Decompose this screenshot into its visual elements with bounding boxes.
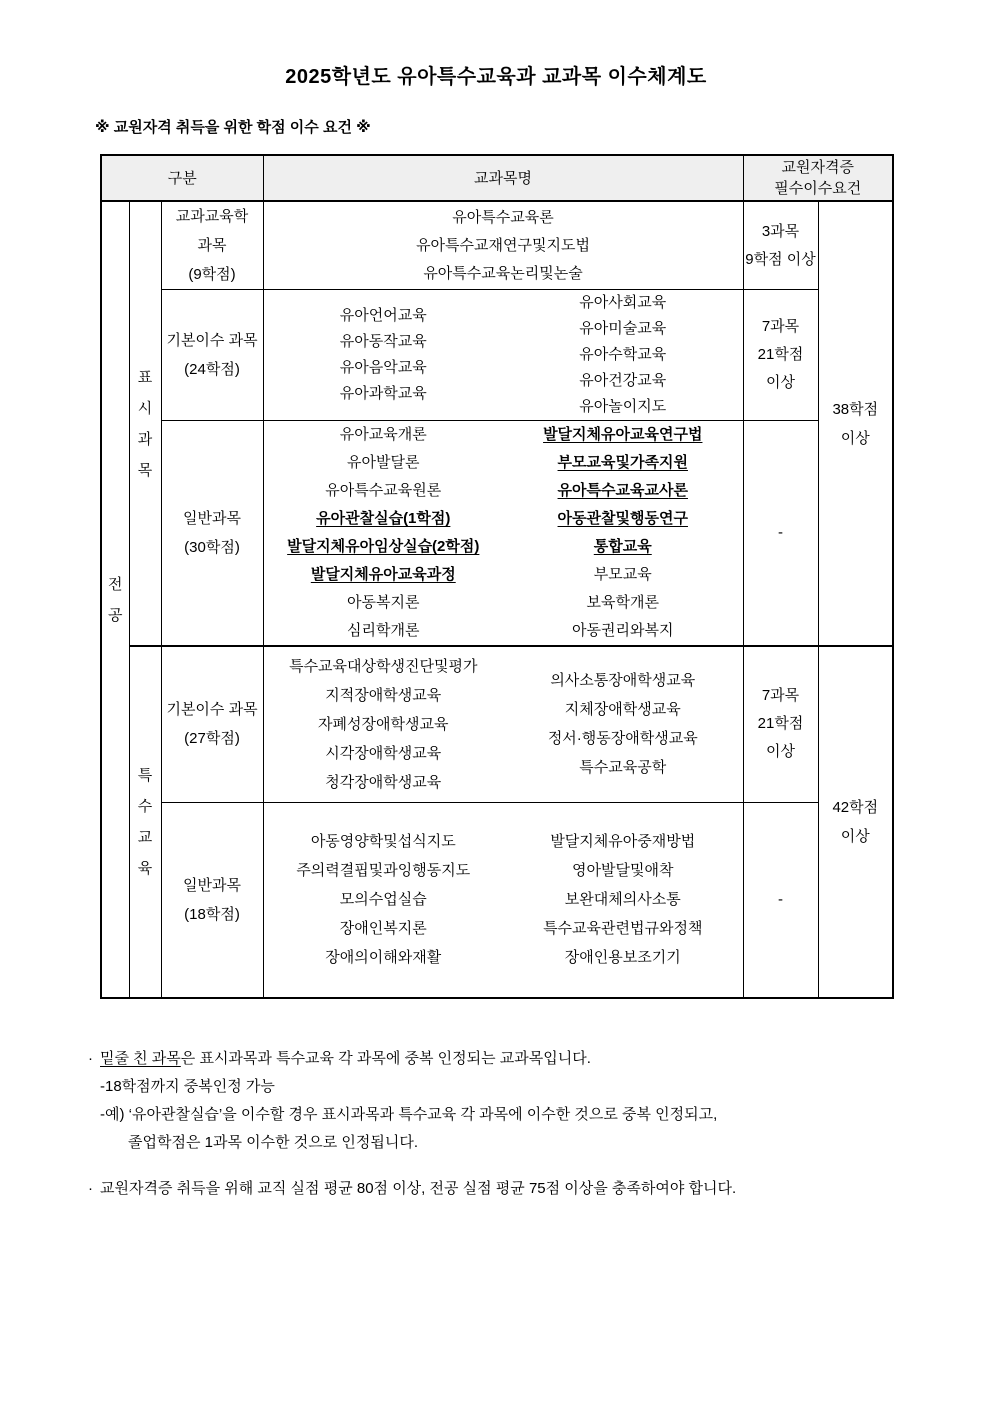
header-course-name: 교과목명: [263, 155, 743, 201]
course-item: 보완대체의사소통: [564, 891, 681, 909]
group-credits: (18학점): [184, 905, 240, 923]
group-cell-4: [161, 802, 263, 998]
group-label: 교과교육학 과목: [175, 208, 249, 254]
course-column-left: [264, 652, 504, 797]
course-item: 유아동작교육: [339, 333, 427, 350]
course-item: 보육학개론: [586, 594, 659, 611]
course-item: 유아발달론: [347, 454, 420, 471]
note-underlined-courses: [88, 1045, 992, 1073]
course-item: 정서·행동장애학생교육: [547, 730, 698, 748]
note-grade-requirement: [88, 1175, 992, 1203]
course-item: 시각장애학생교육: [325, 744, 442, 762]
group-label: 일반과목: [183, 510, 241, 527]
course-item: 장애의이해와재활: [325, 949, 442, 967]
requirement-1: 7과목 21학점 이상: [743, 290, 818, 421]
course-columns: [264, 421, 743, 645]
row-gibon-isu-24: [101, 290, 893, 421]
group-label: 기본이수 과목: [166, 701, 258, 719]
course-list-3: [263, 646, 743, 802]
course-item: 특수교육관련법규와정책: [543, 920, 703, 938]
course-item: 특수교육대상학생진단및평가: [289, 657, 478, 675]
course-item: 심리학개론: [347, 622, 420, 639]
course-item: 유아교육개론: [339, 426, 427, 443]
course-item: 발달지체유아중재방법: [550, 833, 696, 851]
group-cell-3: [161, 646, 263, 802]
course-item: 유아특수교육론: [452, 208, 554, 226]
course-item: 영아발달및애착: [572, 862, 674, 880]
course-columns: [264, 827, 743, 972]
header-requirement-line1: 교원자격증: [781, 159, 854, 176]
course-item: 주의력결핍및과잉행동지도: [296, 862, 471, 880]
course-item: 유아특수교육논리및논술: [423, 264, 583, 282]
course-item: 발달지체유아임상실습(2학점): [287, 538, 480, 555]
group-credits: (30학점): [184, 539, 240, 556]
course-item: 모의수업실습: [339, 891, 427, 909]
course-item: 장애인용보조기기: [564, 949, 681, 967]
section-total-teuksugyoyuk: 42학점 이상: [818, 646, 893, 998]
course-item: 유아과학교육: [339, 385, 427, 402]
course-item: 유아수학교육: [579, 346, 667, 363]
footnotes: [88, 1045, 992, 1203]
course-item: 발달지체유아교육연구법: [543, 426, 703, 443]
major-vertical-label: [101, 201, 129, 998]
course-column-left: [264, 303, 504, 407]
course-item: 부모교육및가족지원: [557, 454, 688, 471]
group-cell-2: [161, 421, 263, 647]
section-total-pyosigwamok: 38학점 이상: [818, 201, 893, 646]
table-header-row: [101, 155, 893, 201]
section-teuksugyoyuk-text: 특수교육: [137, 767, 153, 877]
row-ilban-30: [101, 421, 893, 647]
section-label-teuksugyoyuk: [129, 646, 161, 998]
note-text: 은 표시과목과 특수교육 각 과목에 중복 인정되는 교과목입니다.: [180, 1050, 591, 1067]
group-credits: (27학점): [184, 730, 240, 748]
course-item: 아동복지론: [347, 594, 420, 611]
requirement-4: -: [743, 802, 818, 998]
course-list-4: [263, 802, 743, 998]
course-item: 부모교육: [593, 566, 652, 583]
group-cell-0: [161, 201, 263, 290]
course-columns: [264, 652, 743, 797]
course-item: 유아특수교재연구및지도법: [416, 236, 590, 254]
course-item: 아동권리와복지: [572, 622, 674, 639]
section-heading: ※ 교원자격 취득을 위한 학점 이수 요건 ※: [95, 119, 371, 136]
course-item: 유아언어교육: [339, 307, 427, 324]
course-item: 유아미술교육: [579, 320, 667, 337]
course-column-right: [503, 827, 743, 972]
section-pyosigwamok-text: 표시과목: [137, 368, 153, 479]
requirement-0: 3과목 9학점 이상: [743, 201, 818, 290]
header-requirement-line2: 필수이수요건: [774, 180, 862, 197]
group-label: 일반과목: [183, 876, 241, 894]
course-item: 유아특수교육원론: [325, 482, 442, 499]
requirement-3: 7과목 21학점 이상: [743, 646, 818, 802]
course-requirement-table: [100, 154, 894, 999]
row-gibon-isu-27: [101, 646, 893, 802]
course-item: 지적장애학생교육: [325, 686, 442, 704]
course-item: 유아놀이지도: [579, 398, 667, 415]
course-item: 발달지체유아교육과정: [310, 566, 456, 583]
course-column-left: [264, 827, 504, 972]
group-credits: (9학점): [188, 266, 236, 283]
course-item: 아동관찰및행동연구: [557, 510, 688, 527]
course-column-right: [503, 666, 743, 782]
course-list-2: [263, 421, 743, 647]
group-label: 기본이수 과목: [166, 332, 258, 349]
note-underlined-phrase: 밑줄 친 과목: [100, 1050, 181, 1067]
course-item: 유아관찰실습(1학점): [316, 510, 451, 527]
course-item: 자폐성장애학생교육: [318, 715, 449, 733]
course-item: 유아특수교육교사론: [557, 482, 688, 499]
note-example-continued: 졸업학점은 1과목 이수한 것으로 인정됩니다.: [128, 1134, 419, 1151]
course-item: 의사소통장애학생교육: [550, 672, 696, 690]
row-ilban-18: [101, 802, 893, 998]
course-item: 청각장애학생교육: [325, 773, 442, 791]
group-cell-1: [161, 290, 263, 421]
course-column-left: [264, 421, 504, 645]
course-list-1: [263, 290, 743, 421]
note-duplicate-credit-limit: -18학점까지 중복인정 가능: [100, 1078, 275, 1095]
course-item: 지체장애학생교육: [564, 701, 681, 719]
requirement-2: -: [743, 421, 818, 647]
section-label-pyosigwamok: [129, 201, 161, 646]
course-list-0: [263, 201, 743, 290]
major-vertical-text: 전공: [108, 575, 123, 624]
course-item: 통합교육: [593, 538, 652, 555]
note-text: 교원자격증 취득을 위해 교직 실점 평균 80점 이상, 전공 실점 평균 75점 이상을 충족하여야 합니다.: [100, 1180, 737, 1197]
header-category: 구분: [101, 155, 263, 201]
course-column-right: [503, 421, 743, 645]
row-gyogwa-gyoyukhak: [101, 201, 893, 290]
course-item: 유아건강교육: [579, 372, 667, 389]
group-credits: (24학점): [184, 361, 240, 378]
course-column-right: [503, 290, 743, 420]
course-item: 아동영양학및섭식지도: [310, 833, 456, 851]
course-item: 유아음악교육: [339, 359, 427, 376]
course-item: 특수교육공학: [579, 759, 667, 777]
course-item: 장애인복지론: [339, 920, 427, 938]
course-columns: [264, 290, 743, 420]
bullet-icon: ·: [88, 1050, 93, 1067]
document-title: 2025학년도 유아특수교육과 교과목 이수체계도: [285, 66, 707, 88]
note-example: -예) ‘유아관찰실습’을 이수할 경우 표시과목과 특수교육 각 과목에 이수한 것으로 중복 인정되고,: [100, 1106, 718, 1123]
bullet-icon: ·: [88, 1180, 93, 1197]
course-item: 유아사회교육: [579, 294, 667, 311]
header-requirement: [743, 155, 893, 201]
